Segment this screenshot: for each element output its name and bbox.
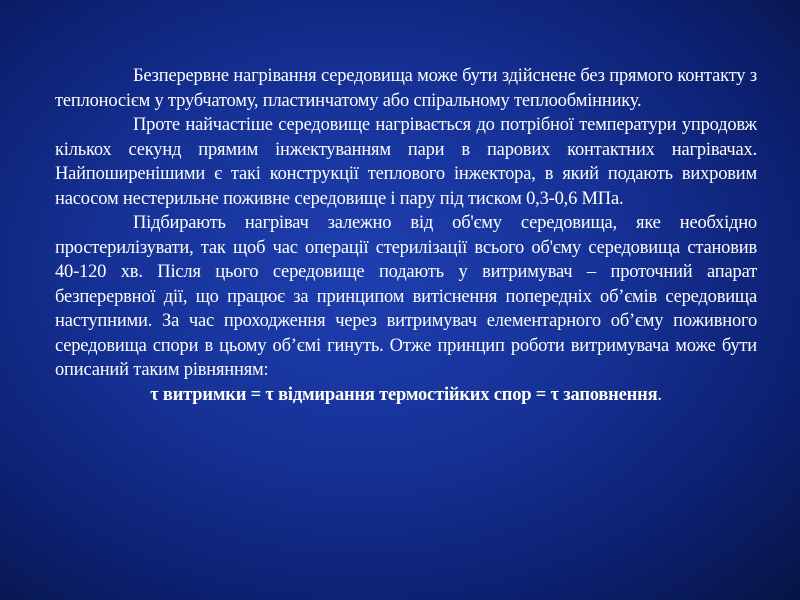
formula-text: τ витримки = τ відмирання термостійких спор = τ заповнення: [150, 384, 658, 405]
text-block: [55, 64, 757, 407]
formula: [55, 383, 757, 408]
paragraph-heater-selection: Підбирають нагрівач залежно від об'єму середовища, яке необхідно простерилізувати, так щоб час операції стерилізації всього об'єму середовища становив 40-120 хв. Після цього середовище подають у витримувач – проточний апарат безперервної дії, що працює за принципом витіснення попередніх об’ємів середовища наступними. За час проходження через витримувач елементарного об’єму поживного середовища спори в цьому об’ємі гинуть. Отже принцип роботи витримувача може бути описаний таким рівнянням:: [55, 213, 757, 380]
paragraph-continuous-heating: Безперервне нагрівання середовища може бути здійснене без прямого контакту з теплоносієм у трубчатому, пластинчатому або спіральному теплообміннику.: [55, 66, 757, 111]
paragraph-steam-injection: Проте найчастіше середовище нагрівається до потрібної температури упродовж кількох секунд прямим інжектуванням пари в парових контактних нагрівачах. Найпоширенішими є такі конструкції теплового інжектора, в який подають вихровим насосом нестерильне поживне середовище і пару під тиском 0,3-0,6 МПа.: [55, 115, 757, 209]
formula-period: .: [657, 384, 662, 405]
